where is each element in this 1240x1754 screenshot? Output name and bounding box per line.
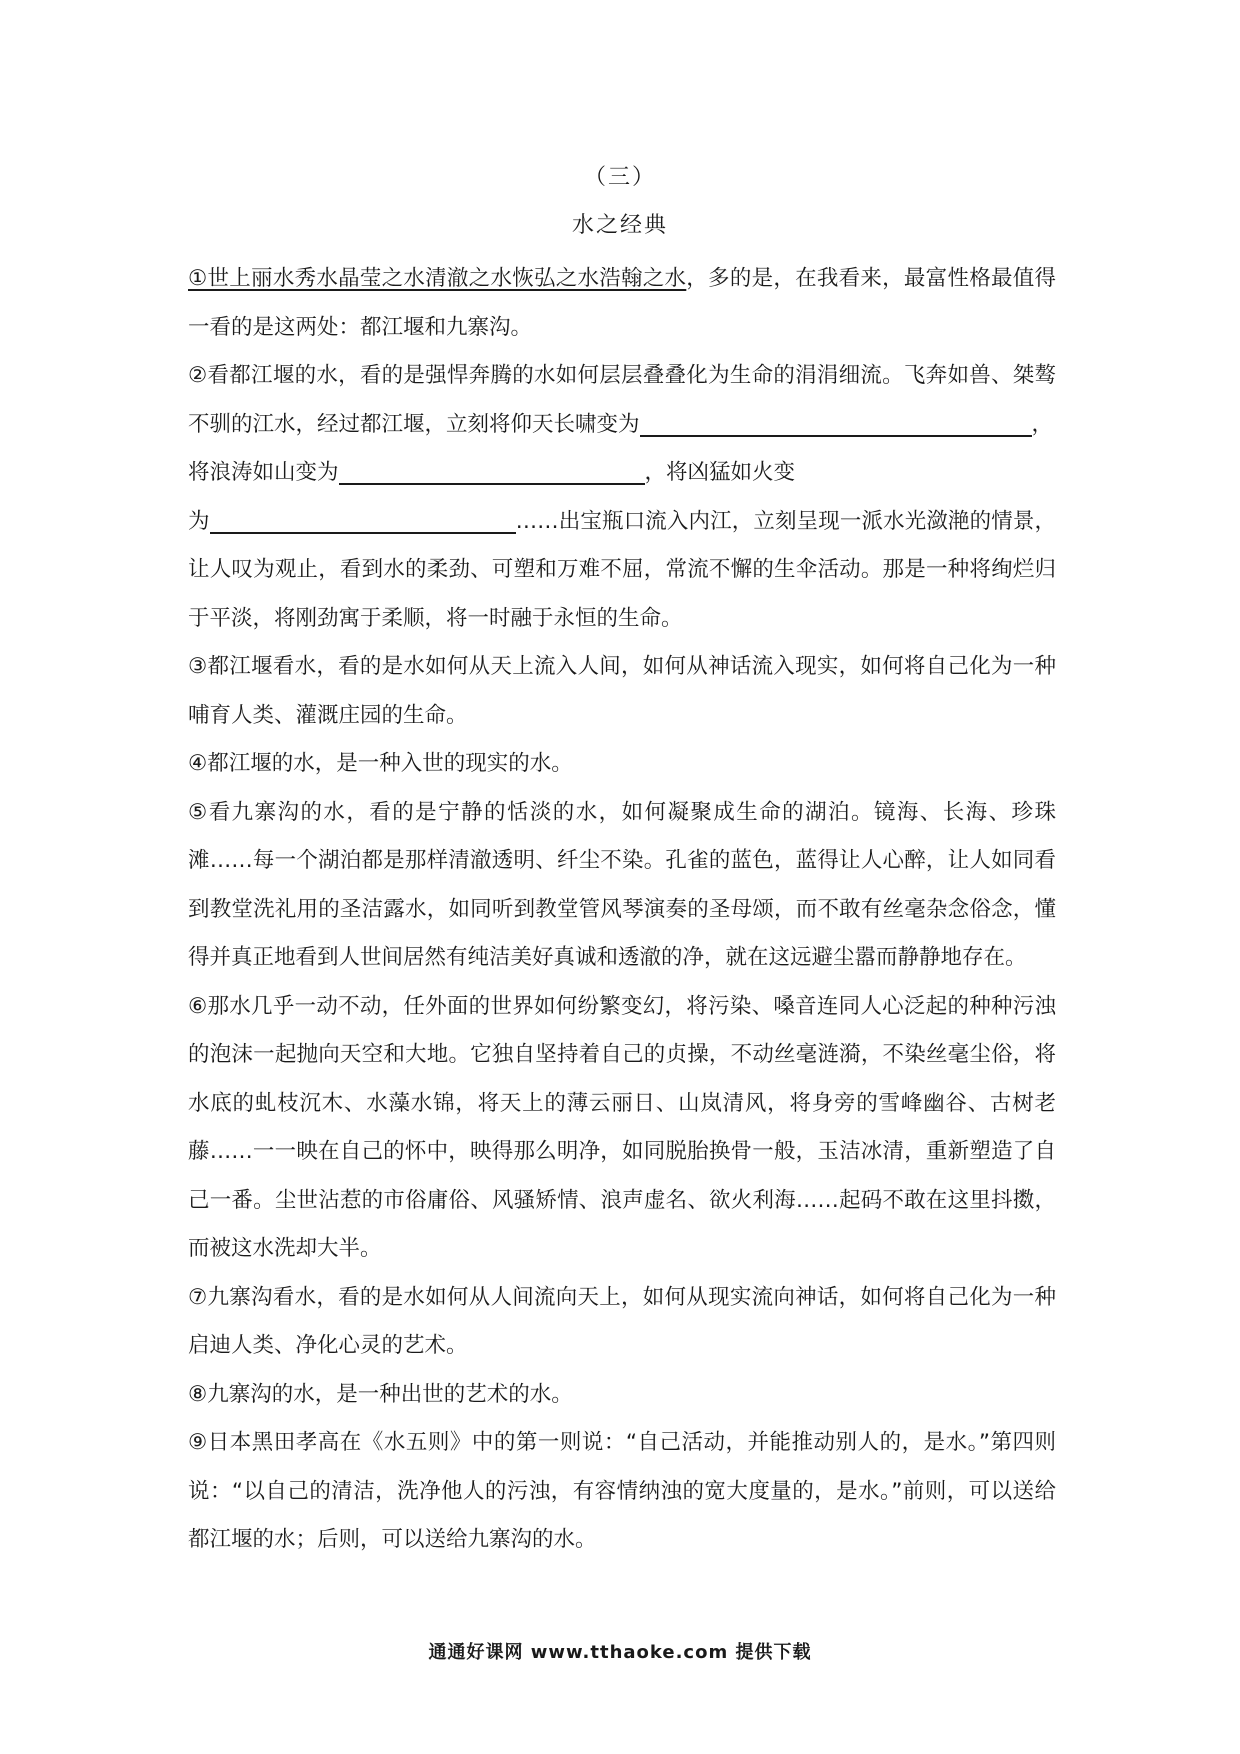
paragraph-7: ⑦九寨沟看水，看的是水如何从人间流向天上，如何从现实流向神话，如何将自己化为一种启迪人类、净化心灵的艺术。 — [188, 1284, 1056, 1358]
paragraph-3: ③都江堰看水，看的是水如何从天上流入人间，如何从神话流入现实，如何将自己化为一种哺育人类、灌溉庄园的生命。 — [188, 654, 1056, 728]
paragraph-6: ⑥那水几乎一动不动，任外面的世界如何纷繁变幻，将污染、嗓音连同人心泛起的种种污浊的泡沫一起抛向天空和大地。它独自坚持着自己的贞操，不动丝毫涟漪，不染丝毫尘俗，将水底的虬枝沉木、水藻水锦，将天上的薄云丽日、山岚清风，将身旁的雪峰幽谷、古树老藤……一一映在自己的怀中，映得那么明净，如同脱胎换骨一般，玉洁冰清，重新塑造了自己一番。尘世沾惹的市俗庸俗、风骚矫情、浪声虚名、欲火利海……起码不敢在这里抖擞，而被这水洗却大半。 — [188, 993, 1056, 1261]
fill-in-blank-1[interactable] — [640, 405, 1032, 437]
paragraph-1 — [188, 255, 1056, 352]
paragraph-5: ⑤看九寨沟的水，看的是宁静的恬淡的水，如何凝聚成生命的湖泊。镜海、长海、珍珠滩……每一个湖泊都是那样清澈透明、纤尘不染。孔雀的蓝色，蓝得让人心醉，让人如同看到教堂洗礼用的圣洁露水，如同听到教堂管风琴演奏的圣母颂，而不敢有丝毫杂念俗念，懂得并真正地看到人世间居然有纯洁美好真诚和透澈的净，就在这远避尘嚣而静静地存在。 — [188, 799, 1056, 970]
paragraph-2 — [188, 352, 1056, 643]
article-body — [188, 255, 1056, 1565]
paragraph-2-end: ……出宝瓶口流入内江，立刻呈现一派水光潋滟的情景，让人叹为观止，看到水的柔劲、可塑和万难不屈，常流不懈的生伞活动。那是一种将绚烂归于平淡，将刚劲寓于柔顺，将一时融于永恒的生命。 — [188, 508, 1056, 631]
paragraph-2-comma: ， — [1031, 411, 1054, 437]
paragraph-1-rest: ，多的是，在我看来，最富性格最值得一看的是这两处：都江堰和九寨沟。 — [188, 266, 1056, 340]
fill-in-blank-3[interactable] — [210, 502, 516, 534]
section-number: （三） — [583, 165, 656, 190]
article-title: 水之经典 — [571, 213, 668, 238]
paragraph-2-line4-prefix: 为 — [188, 508, 210, 534]
underlined-phrase: ①世上丽水秀水晶莹之水清澈之水恢弘之水浩翰之水 — [188, 266, 687, 291]
paragraph-2-line3-prefix: 将浪涛如山变为 — [188, 460, 339, 485]
fill-in-blank-2[interactable] — [339, 453, 645, 485]
paragraph-9: ⑨日本黑田孝高在《水五则》中的第一则说：“自己活动，并能推动别人的，是水。”第四则说：“以自己的清洁，洗净他人的污浊，有容情纳浊的宽大度量的，是水。”前则，可以送给都江堰的水；后则，可以送给九寨沟的水。 — [188, 1430, 1056, 1552]
paragraph-2-start: ②看都江堰的水，看的是强悍奔腾的水如何层层叠叠化为生命的涓涓细流。飞奔如兽、桀骜不驯的江水，经过都江堰，立刻将仰天长啸变为 — [188, 363, 1056, 437]
footer-watermark: 通通好课网 www.tthaoke.com 提供下载 — [428, 1642, 812, 1663]
paragraph-2-after-blank-2: ，将凶猛如火变 — [644, 460, 796, 485]
paragraph-4: ④都江堰的水，是一种入世的现实的水。 — [188, 751, 573, 776]
paragraph-8: ⑧九寨沟的水，是一种出世的艺术的水。 — [188, 1381, 573, 1407]
